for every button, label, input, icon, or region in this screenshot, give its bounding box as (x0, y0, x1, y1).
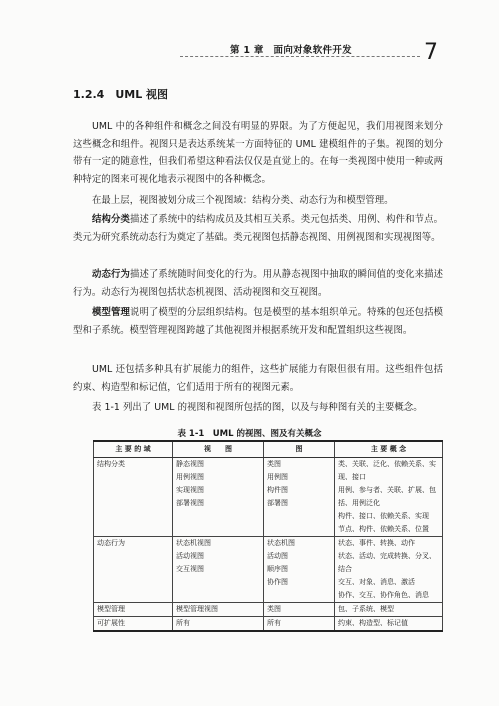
concept-text: 节点、构件、依赖关系、位置 (338, 525, 429, 533)
cell-diagrams (264, 603, 335, 617)
cell-concepts (335, 458, 443, 537)
cell-diagrams (264, 458, 335, 537)
paragraph-dynamic-text: 描述了系统随时间变化的行为。用从静态视图中抽取的瞬间值的变化来描述行为。动态行为视图包括状态机视图、活动视图和交互视图。 (73, 269, 443, 298)
cell-domain: 模型管理 (94, 603, 173, 617)
header-domain: 主 要 的 域 (94, 441, 173, 458)
view-name: 用例视图 (176, 473, 204, 481)
term-model-management: 模型管理 (92, 307, 130, 318)
table-header-row (94, 441, 443, 458)
diagram-name: 协作图 (267, 578, 288, 586)
paragraph-model-management (73, 304, 443, 339)
view-name: 实现视图 (176, 486, 204, 494)
diagram-name: 类图 (267, 605, 281, 613)
header-view: 视 图 (173, 441, 264, 458)
diagram-name: 状态机图 (267, 539, 295, 547)
view-name: 交互视图 (176, 565, 204, 573)
diagram-name: 用例图 (267, 473, 288, 481)
table-row (94, 603, 443, 617)
concept-text: 交互、对象、消息、激活 (338, 578, 415, 586)
cell-domain: 可扩展性 (94, 617, 173, 632)
header-rule (180, 56, 420, 57)
term-dynamic: 动态行为 (92, 269, 130, 280)
paragraph-extensibility: UML 还包括多种具有扩展能力的组件，这些扩展能力有限但很有用。这些组件包括约束、构造型和标记值，它们适用于所有的视图元素。 (73, 364, 443, 393)
running-header: 第 1 章 面向对象软件开发 (230, 45, 352, 56)
diagram-name: 类图 (267, 460, 281, 468)
cell-views (173, 537, 264, 603)
term-structural: 结构分类 (92, 214, 130, 225)
cell-views (173, 603, 264, 617)
concept-text: 状态、事件、转换、动作 (338, 539, 415, 547)
uml-views-table (93, 440, 443, 632)
cell-diagrams (264, 537, 335, 603)
concept-text: 协作、交互、协作角色、消息 (338, 591, 429, 599)
table-row (94, 458, 443, 537)
paragraph-table-intro: 表 1-1 列出了 UML 的视图和视图所包括的图，以及与每种图有关的主要概念。 (92, 402, 423, 413)
cell-concepts (335, 617, 443, 632)
paragraph-structural (73, 211, 443, 246)
diagram-name: 构件图 (267, 486, 288, 494)
paragraph-dynamic (73, 266, 443, 301)
header-concepts: 主 要 概 念 (335, 441, 443, 458)
paragraph-model-management-text: 说明了模型的分层组织结构。包是模型的基本组织单元。特殊的包还包括模型和子系统。模型管理视图跨越了其他视图并根据系统开发和配置组织这些视图。 (73, 307, 443, 336)
table-caption: 表 1-1 UML 的视图、图及有关概念 (177, 429, 322, 439)
paragraph-view-domains: 在最上层，视图被划分成三个视图域：结构分类、动态行为和模型管理。 (92, 195, 394, 206)
cell-concepts (335, 537, 443, 603)
concept-text: 状态、活动、完成转换、分叉、结合 (338, 552, 436, 573)
view-name: 状态机视图 (176, 539, 211, 547)
view-name: 静态视图 (176, 460, 204, 468)
concept-text: 约束、构造型、标记值 (338, 619, 408, 627)
table-row (94, 537, 443, 603)
concept-text: 构件、接口、依赖关系、实现 (338, 512, 429, 520)
table-row (94, 617, 443, 632)
paragraph-structural-text: 描述了系统中的结构成员及其相互关系。类元包括类、用例、构件和节点。类元为研究系统动态行为奠定了基础。类元视图包括静态视图、用例视图和实现视图等。 (73, 214, 443, 243)
view-name: 部署视图 (176, 499, 204, 507)
header-diagram: 图 (264, 441, 335, 458)
diagram-name: 部署图 (267, 499, 288, 507)
concept-text: 用例、参与者、关联、扩展、包括、用例泛化 (338, 486, 436, 507)
page-number: 7 (424, 40, 438, 65)
cell-diagrams (264, 617, 335, 632)
view-name: 模型管理视图 (176, 605, 218, 613)
cell-domain: 动态行为 (94, 537, 173, 603)
concept-text: 类、关联、泛化、依赖关系、实现、接口 (338, 460, 436, 481)
view-name: 所有 (176, 619, 190, 627)
diagram-name: 顺序图 (267, 565, 288, 573)
diagram-name: 所有 (267, 619, 281, 627)
paragraph-intro: UML 中的各种组件和概念之间没有明显的界限。为了方便起见，我们用视图来划分这些概念和组件。视图只是表达系统某一方面特征的 UML 建模组件的子集。视图的划分带有一定的随意性，但我们希望这种看法仅仅是直觉上的。在每一类视图中使用一种或两种特定的图来可视化地表示视图中的各种概念。 (73, 121, 443, 185)
section-heading: 1.2.4 UML 视图 (73, 88, 169, 101)
view-name: 活动视图 (176, 552, 204, 560)
cell-views (173, 458, 264, 537)
cell-concepts (335, 603, 443, 617)
concept-text: 包、子系统、模型 (338, 605, 394, 613)
cell-domain: 结构分类 (94, 458, 173, 537)
cell-views (173, 617, 264, 632)
diagram-name: 活动图 (267, 552, 288, 560)
